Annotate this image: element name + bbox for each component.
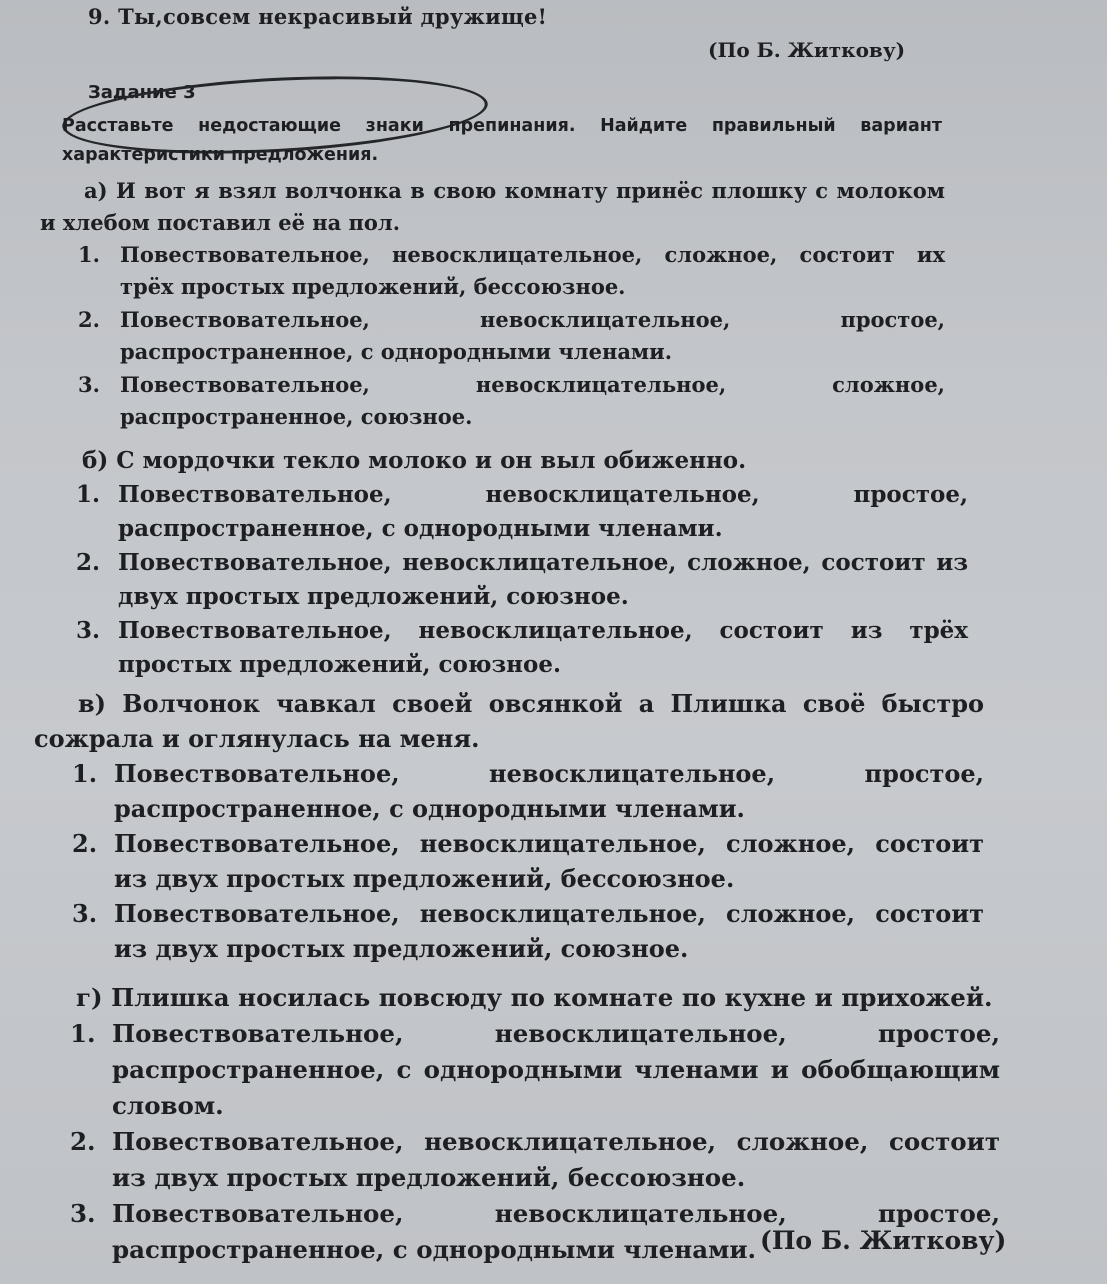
exercise-sentence: а) И вот я взял волчонка в свою комнату принёс плошку с молоком и хлебом поставил её на пол. — [40, 178, 945, 235]
option-number: 3. — [72, 899, 98, 928]
option-number: 3. — [76, 617, 101, 644]
option-item — [40, 369, 945, 433]
exercise-sentence: в) Волчонок чавкал своей овсянкой а Плишка своё быстро сожрала и оглянулась на меня. — [34, 689, 984, 753]
closing-attribution: (По Б. Житкову) — [760, 1226, 1007, 1255]
option-text: Повествовательное, невосклицательное, простое, распространенное, с однородными членами. — [112, 1199, 1000, 1264]
option-item — [32, 1016, 1000, 1124]
option-item — [38, 478, 968, 546]
option-number: 1. — [78, 242, 100, 267]
option-item — [38, 614, 968, 682]
exercise-sentence: г) Плишка носилась повсюду по комнате по кухне и прихожей. — [76, 983, 993, 1012]
exercise-sentence: б) С мордочки текло молоко и он выл обиженно. — [82, 447, 747, 474]
option-text: Повествовательное, невосклицательное, сложное, распространенное, союзное. — [120, 372, 945, 429]
option-text: Повествовательное, невосклицательное, сложное, состоит из двух простых предложений, союзное. — [114, 899, 984, 963]
option-item — [34, 826, 984, 896]
option-text: Повествовательное, невосклицательное, сложное, состоит их трёх простых предложений, бессоюзное. — [120, 242, 945, 299]
option-number: 3. — [78, 372, 100, 397]
exercise-d — [32, 980, 1000, 1268]
previous-attribution: (По Б. Житкову) — [708, 38, 906, 62]
option-text: Повествовательное, невосклицательное, простое, распространенное, с однородными членами и обобщающим словом. — [112, 1019, 1000, 1120]
options-list — [40, 239, 945, 433]
option-number: 1. — [76, 481, 101, 508]
option-item — [34, 756, 984, 826]
option-text: Повествовательное, невосклицательное, сложное, состоит из двух простых предложений, бессоюзное. — [112, 1127, 1000, 1192]
exercise-a — [40, 175, 945, 434]
option-item — [38, 546, 968, 614]
previous-exercise-line: 9. Ты,совсем некрасивый дружище! — [88, 4, 548, 29]
option-item — [34, 896, 984, 966]
option-item — [32, 1124, 1000, 1196]
option-number: 2. — [78, 307, 100, 332]
option-text: Повествовательное, невосклицательное, сложное, состоит из двух простых предложений, союзное. — [118, 549, 968, 610]
options-list — [34, 756, 984, 966]
option-number: 2. — [72, 829, 98, 858]
option-item — [40, 239, 945, 303]
exercise-b — [38, 444, 968, 682]
option-text: Повествовательное, невосклицательное, простое, распространенное, с однородными членами. — [120, 307, 945, 364]
option-number: 1. — [72, 759, 98, 788]
task-title: Задание 3 — [88, 82, 196, 103]
option-text: Повествовательное, невосклицательное, состоит из трёх простых предложений, союзное. — [118, 617, 968, 678]
option-number: 2. — [76, 549, 101, 576]
option-number: 1. — [70, 1019, 96, 1048]
option-text: Повествовательное, невосклицательное, сложное, состоит из двух простых предложений, бессоюзное. — [114, 829, 984, 893]
task-instruction: Расставьте недостающие знаки препинания. Найдите правильный вариант характеристики предложения. — [62, 116, 942, 165]
option-number: 2. — [70, 1127, 96, 1156]
option-number: 3. — [70, 1199, 96, 1228]
option-text: Повествовательное, невосклицательное, простое, распространенное, с однородными членами. — [114, 759, 984, 823]
option-text: Повествовательное, невосклицательное, простое, распространенное, с однородными членами. — [118, 481, 968, 542]
option-item — [40, 304, 945, 368]
options-list — [38, 478, 968, 682]
exercise-c — [34, 686, 984, 966]
